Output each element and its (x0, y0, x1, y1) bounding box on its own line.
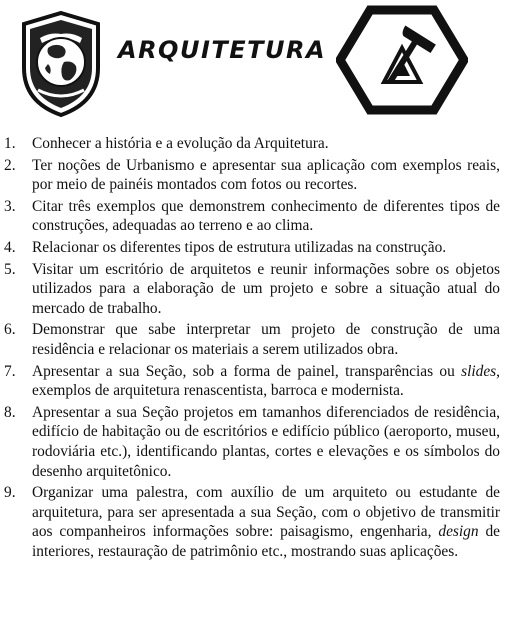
requirement-text: Ter noções de Urbanismo e apresentar sua aplicação com exemplos reais, por meio de painéis montados com fotos ou recortes. (32, 156, 500, 194)
requirement-number: 4. (4, 238, 16, 256)
requirement-text: Organizar uma palestra, com auxílio de um arquiteto ou estudante de arquitetura, para ser apresentada a sua Seção, com o objetivo de transmitir aos companheiros informações sobre: paisagismo, engenharia, design de interiores, restauração de patrimônio etc., mostrando suas aplicações. (32, 484, 500, 560)
scout-globe-emblem-icon (18, 10, 104, 118)
requirement-text: Apresentar a sua Seção, sob a forma de painel, transparências ou slides, exemplos de arquitetura renascentista, barroca e modernista. (32, 362, 500, 400)
requirement-number: 1. (4, 135, 16, 152)
requirement-item (4, 362, 500, 401)
requirement-text: Apresentar a sua Seção projetos em tamanhos diferenciados de residência, edifício de habitação ou de escritórios e edifício público (aeroporto, museu, rodoviária etc.), identificando plantas, cortes e elevações e os símbolos do desenho arquitetônico. (32, 403, 500, 480)
requirement-text: Demonstrar que sabe interpretar um projeto de construção de uma residência e relacionar os materiais a serem utilizados obra. (32, 321, 500, 358)
requirement-item (4, 483, 500, 561)
requirement-item (4, 238, 500, 258)
requirement-number: 6. (4, 321, 16, 339)
requirement-text: Conhecer a história e a evolução da Arquitetura. (32, 135, 329, 152)
requirement-text: Relacionar os diferentes tipos de estrutura utilizadas na construção. (32, 238, 447, 256)
requirement-text: Visitar um escritório de arquitetos e reunir informações sobre os objetos utilizados para a elaboração de um projeto e sobre a situação atual do mercado de trabalho. (32, 260, 500, 317)
requirement-text: Citar três exemplos que demonstrem conhecimento de diferentes tipos de construções, adequadas ao terreno e ao clima. (32, 197, 500, 235)
requirement-item (4, 134, 500, 154)
requirement-number: 3. (4, 197, 16, 215)
requirement-item (4, 260, 500, 319)
requirement-number: 8. (4, 403, 16, 421)
architecture-hexagon-badge-icon (336, 4, 468, 116)
requirement-item (4, 156, 500, 195)
requirements-list (4, 134, 500, 563)
requirement-item (4, 197, 500, 236)
requirement-number: 7. (4, 362, 16, 380)
page-title: ARQUITETURA (118, 36, 327, 64)
requirement-item (4, 320, 500, 359)
requirement-number: 9. (4, 484, 16, 502)
requirement-number: 2. (4, 156, 16, 174)
requirement-number: 5. (4, 260, 16, 278)
requirement-item (4, 403, 500, 481)
